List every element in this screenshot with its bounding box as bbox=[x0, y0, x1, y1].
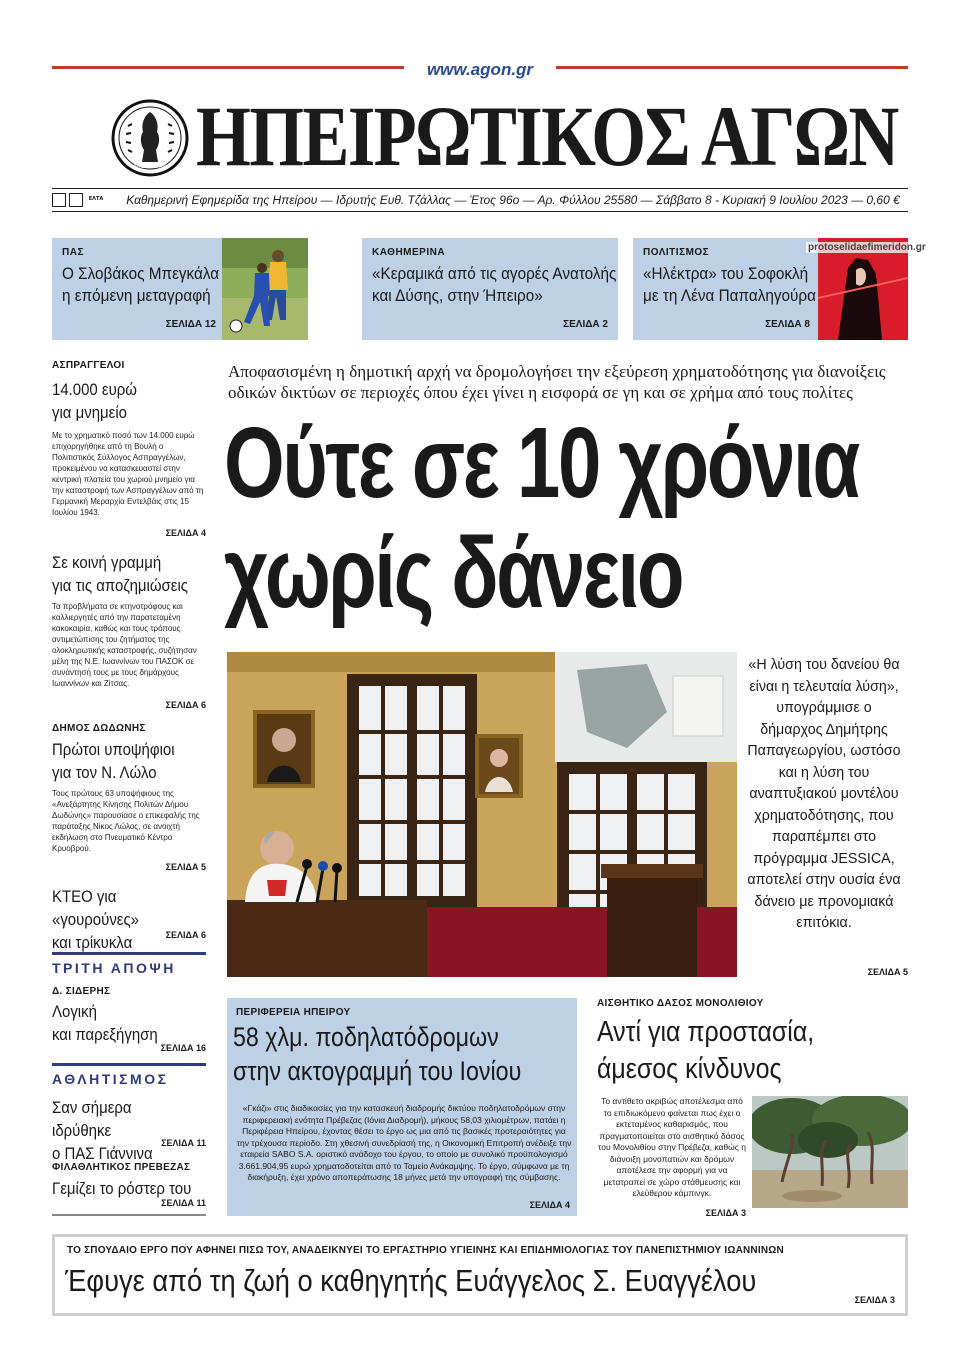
forest-story-body: Το αντίθετο ακριβώς αποτέλεσμα από το επιδιωκόμενο φαίνεται πως έχει ο εκτεταμένος καθαρισμός, που πραγματοποιείται στο αισθητικό δάσος του Μονολιθίου στην Πρέβεζα, καθώς η διάνοιξη μονοπατιών και δρόμων αποτέλεσε την αφορμή για να μετατραπεί σε χώρο στάθμευσης και ελεύθερου κάμπινγκ. bbox=[598, 1096, 746, 1198]
theater-photo bbox=[818, 238, 908, 340]
main-story-page: ΣΕΛΙΔΑ 5 bbox=[867, 967, 908, 977]
main-story-quote: «Η λύση του δανείου θα είναι η τελευταία λύση», υπογράμμισε ο δήμαρχος Δημήτρης Παπαγεωργίου, ωστόσο και η λύση του αναπτυξιακού μοντέλου χρηματοδότησης, που παραπέμπει στο πρόγραμμα JESSICA, αποτελεί στην ουσία ένα δάνειο με προνομιακά επιτόκια. bbox=[747, 656, 901, 931]
banner-page: ΣΕΛΙΔΑ 3 bbox=[854, 1295, 895, 1305]
sports-title[interactable]: Σαν σήμερα ιδρύθηκε ο ΠΑΣ Γιάννινα bbox=[52, 1098, 153, 1163]
elta-logo-icon: ΕΛΤΑ bbox=[88, 196, 104, 202]
preveza-title[interactable]: Γεμίζει το ρόστερ του bbox=[52, 1179, 192, 1198]
story4-title[interactable]: ΚΤΕΟ για «γουρούνες» και τρίκυκλα bbox=[52, 887, 139, 952]
teaser-section: ΠΑΣ bbox=[62, 247, 84, 258]
story1-body: Με το χρηματικό ποσό των 14.000 ευρώ επιχορηγήθηκε από τη Βουλή ο Πολιτιστικός Σύλλογος Ασπραγγέλων, προκειμένου να κατασκευαστεί στην κεντρική πλατεία του χωριού μνημείο για την καταστροφή των Ασπραγγέλων από τη Γερμανική Μεραρχία Εντελβάις στις 15 Ιουλίου 1943. bbox=[52, 431, 204, 517]
watermark: protoselidaefimeridon.gr bbox=[808, 242, 926, 253]
masthead-rule-left bbox=[52, 66, 404, 69]
football-photo bbox=[222, 238, 308, 340]
story1-page: ΣΕΛΙΔΑ 4 bbox=[165, 528, 206, 538]
bike-story-page: ΣΕΛΙΔΑ 4 bbox=[529, 1200, 570, 1210]
website-link[interactable]: www.agon.gr bbox=[426, 60, 534, 79]
preveza-section: ΦΙΛΑΘΛΗΤΙΚΟΣ ΠΡΕΒΕΖΑΣ bbox=[52, 1162, 191, 1173]
teaser-title: Ο Σλοβάκος Μπεγκάλα η επόμενη μεταγραφή bbox=[62, 264, 220, 305]
opinion-author: Δ. ΣΙΔΕΡΗΣ bbox=[52, 986, 111, 997]
bike-story[interactable] bbox=[227, 998, 577, 1216]
story2-title[interactable]: Σε κοινή γραμμή για τις αποζημιώσεις bbox=[52, 553, 189, 595]
teaser-section: ΚΑΘΗΜΕΡΙΝΑ bbox=[372, 247, 446, 258]
press-conference-photo bbox=[227, 652, 737, 977]
story2-page: ΣΕΛΙΔΑ 6 bbox=[165, 700, 206, 710]
bike-story-section: ΠΕΡΙΦΕΡΕΙΑ ΗΠΕΙΡΟΥ bbox=[236, 1007, 351, 1018]
story1-title[interactable]: 14.000 ευρώ για μνημείο bbox=[52, 380, 137, 422]
seal-text: ΑΠΟ ΠΑΤΡΑΝ bbox=[133, 164, 167, 170]
sports-rule bbox=[52, 1063, 206, 1066]
opinion-rule bbox=[52, 952, 206, 955]
story4-page: ΣΕΛΙΔΑ 6 bbox=[165, 930, 206, 940]
teaser-pas[interactable] bbox=[52, 238, 308, 340]
association-logos bbox=[52, 193, 106, 207]
story2-body: Τα προβλήματα σε κτηνοτρόφους και καλλιεργητές από την παρατεταμένη κακοκαιρία, καθώς και τους τρόπους αντιμετώπισης του ζητήματος της ολοκληρωτικής καταστροφής, συζήτησαν μέλη της Ν.Ε. Ιωαννίνων του ΠΑΣΟΚ σε συνάντησή τους με τους δημάρχους Ιωαννίνων και Ζίτσας. bbox=[52, 602, 197, 688]
bike-story-body: «Γκάζι» στις διαδικασίες για την κατασκευή διαδρομής δικτύου ποδηλατοδρόμων στην περιφερειακή ενότητα Πρέβεζας (Ιόνια Διαδρομή), μήκους 58,03 χιλιομέτρων, πατάει η Περιφέρεια Ηπείρου, έχοντας θέσει το έργο ως μια από τις βασικές προτεραιότητες για την τρέχουσα περίοδο. Στη χθεσινή συνεδρίασή της, η Οικονομική Επιτροπή ανέδειξε την εταιρεία SABO S.A. οριστικό ανάδοχο του έργου, το οποίο με συνολικό προϋπολογισμό 3.661.904,95 ευρώ χρηματοδοτείται από το Ταμείο Ανάκαμψης. Το έργο, σύμφωνα με τη διακήρυξη, έχει χρόνο αποπεράτωσης 18 μήνες μετά την υπογραφή της σύμβασης. bbox=[236, 1103, 572, 1182]
forest-photo bbox=[752, 1096, 908, 1208]
teaser-page: ΣΕΛΙΔΑ 2 bbox=[563, 319, 608, 330]
banner-kicker: ΤΟ ΣΠΟΥΔΑΙΟ ΕΡΓΟ ΠΟΥ ΑΦΗΝΕΙ ΠΙΣΩ ΤΟΥ, ΑΝΑΔΕΙΚΝΥΕΙ ΤΟ ΕΡΓΑΣΤΗΡΙΟ ΥΓΙΕΙΝΗΣ ΚΑΙ ΕΠΙΔΗΜΙΟΛΟΓΙΑΣ ΤΟΥ ΠΑΝΕΠΙΣΤΗΜΙΟΥ ΙΩΑΝΝΙΝΩΝ bbox=[67, 1245, 784, 1256]
sports-header: ΑΘΛΗΤΙΣΜΟΣ bbox=[52, 1071, 169, 1087]
preveza-page: ΣΕΛΙΔΑ 11 bbox=[161, 1198, 206, 1208]
bike-story-title: 58 χλμ. ποδηλατόδρομων στην ακτογραμμή του Ιονίου bbox=[233, 1022, 522, 1086]
forest-story-page: ΣΕΛΙΔΑ 3 bbox=[705, 1208, 746, 1218]
forest-story-section: ΑΙΣΘΗΤΙΚΟ ΔΑΣΟΣ ΜΟΝΟΛΙΘΙΟΥ bbox=[597, 998, 764, 1009]
teaser-title: «Κεραμικά από τις αγορές Ανατολής και Δύσης, στην Ήπειρο» bbox=[372, 264, 617, 305]
teaser-section: ΠΟΛΙΤΙΣΜΟΣ bbox=[643, 247, 710, 258]
left-column-bottom-rule bbox=[52, 1214, 206, 1216]
issue-info-bar bbox=[52, 188, 908, 212]
opinion-page: ΣΕΛΙΔΑ 16 bbox=[160, 1043, 206, 1053]
opinion-header: ΤΡΙΤΗ ΑΠΟΨΗ bbox=[52, 960, 176, 976]
eiiea-logo-icon bbox=[69, 193, 83, 207]
teaser-page: ΣΕΛΙΔΑ 8 bbox=[765, 319, 810, 330]
issue-info-text: Καθημερινή Εφημερίδα της Ηπείρου — Ιδρυτής Ευθ. Τζάλλας — Έτος 96ο — Αρ. Φύλλου 25580 — Σάββατο 8 - Κυριακή 9 Ιουλίου 2023 — 0,60 € bbox=[126, 193, 900, 207]
story3-section: ΔΗΜΟΣ ΔΩΔΩΝΗΣ bbox=[52, 723, 146, 734]
story3-page: ΣΕΛΙΔΑ 5 bbox=[165, 862, 206, 872]
story3-body: Τους πρώτους 63 υποψήφιους της «Ανεξάρτητης Κίνησης Πολιτών Δήμου Δωδώνης» παρουσίασε ο επικεφαλής της παράταξης Νίκος Λώλος, σε ανοιχτή εκδήλωση στο Πνευματικό Κέντρο Κρυοβρού. bbox=[52, 789, 200, 853]
teaser-page: ΣΕΛΙΔΑ 12 bbox=[165, 319, 216, 330]
banner-title: Έφυγε από τη ζωή ο καθηγητής Ευάγγελος Σ. Ευαγγέλου bbox=[65, 1263, 757, 1298]
teaser-title: «Ηλέκτρα» του Σοφοκλή με τη Λένα Παπαληγούρα bbox=[643, 264, 816, 305]
story1-section: ΑΣΠΡΑΓΓΕΛΟΙ bbox=[52, 360, 125, 371]
obituary-banner[interactable] bbox=[52, 1234, 908, 1316]
newspaper-title: ΗΠΕΙΡΩΤΙΚΟΣ ΑΓΩΝ bbox=[196, 88, 898, 184]
sports-page: ΣΕΛΙΔΑ 11 bbox=[161, 1138, 206, 1148]
masthead-rule-right bbox=[556, 66, 908, 69]
opinion-title[interactable]: Λογική και παρεξήγηση bbox=[52, 1002, 158, 1044]
main-story-kicker: Αποφασισμένη η δημοτική αρχή να δρομολογήσει την εξεύρεση χρηματοδότησης για διανοίξεις οδικών δικτύων σε περιοχές όπου έχει γίνει η εισφορά σε γη και σε χρήμα από τους πολίτες bbox=[228, 362, 886, 402]
newspaper-seal-icon bbox=[110, 98, 190, 178]
story3-title[interactable]: Πρώτοι υποψήφιοι για τον Ν. Λώλο bbox=[52, 740, 175, 782]
teaser-politismos[interactable] bbox=[633, 238, 908, 340]
forest-story-title[interactable]: Αντί για προστασία, άμεσος κίνδυνος bbox=[597, 1016, 815, 1085]
enep-logo-icon bbox=[52, 193, 66, 207]
main-headline[interactable]: Ούτε σε 10 χρόνια χωρίς δάνειο bbox=[224, 407, 859, 629]
teaser-kathimerina[interactable] bbox=[362, 238, 618, 340]
